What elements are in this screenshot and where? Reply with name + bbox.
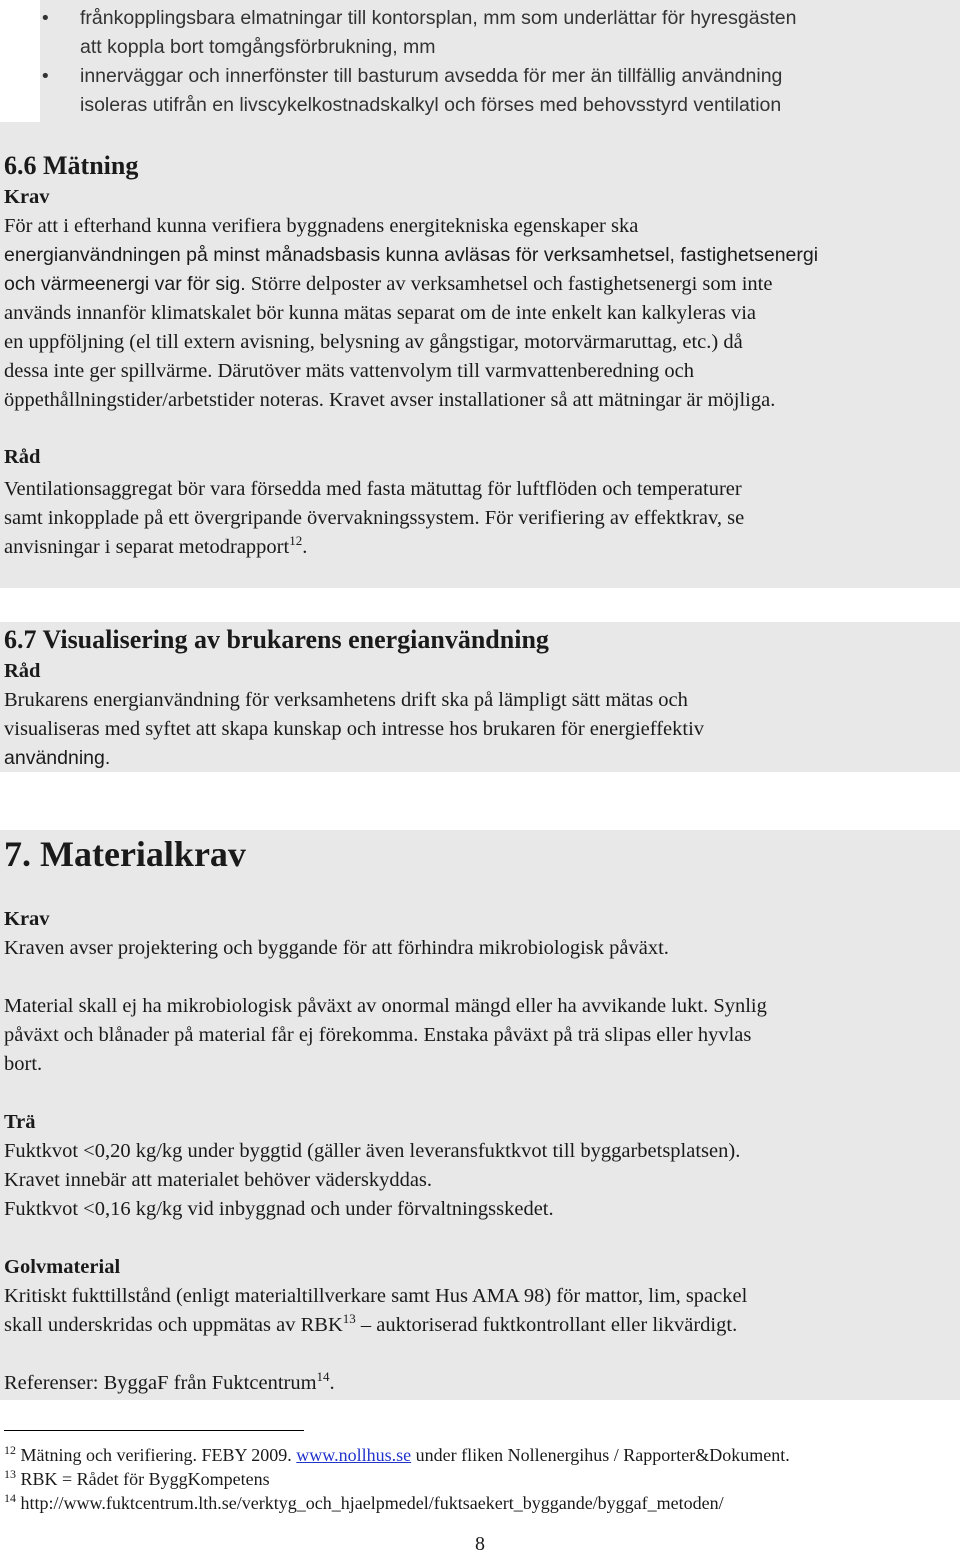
chapter-heading: 7. Materialkrav — [4, 834, 246, 874]
golvmaterial-label: Golvmaterial — [4, 1256, 121, 1278]
footnote: $^{14}$ http://www.fuktcentrum.lth.se/verktyg_och_hjaelpmedel/fuktsaekert_byggande/byggaf_metoden/ — [4, 1491, 724, 1513]
rad-label: Råd — [4, 660, 41, 682]
footnote-ref: 13 — [342, 1311, 356, 1326]
footnote: $^{12}$ Mätning och verifiering. FEBY 2009. www.nollhus.se under fliken Nollenergihus / Rapporter&Dokument. — [4, 1443, 790, 1465]
bullet-line: • frånkopplingsbara elmatningar till kontorsplan, mm som underlättar för hyresgästen — [80, 7, 797, 29]
paragraph-line: energianvändningen på minst månadsbasis kunna avläsas för verksamhetsel, fastighetsenergi — [4, 244, 819, 266]
paragraph-line: samt inkopplade på ett övergripande övervakningssystem. För verifiering av effektkrav, se — [4, 507, 745, 529]
bullet-line: • innerväggar och innerfönster till basturum avsedda för mer än tillfällig användning — [80, 65, 783, 87]
bullet-item — [40, 62, 960, 120]
page-number: 8 — [475, 1533, 485, 1555]
rad-label: Råd — [4, 446, 41, 468]
paragraph-line: en uppföljning (el till extern avisning, belysning av gångstigar, motorvärmaruttag, etc.) då — [4, 331, 743, 353]
paragraph-line: Fuktkvot <0,20 kg/kg under byggtid (gäller även leveransfuktkvot till byggarbetsplatsen). — [4, 1140, 741, 1162]
top-bullets-section — [40, 0, 960, 122]
krav-label: Krav — [4, 908, 50, 930]
bullet-item — [40, 4, 960, 62]
paragraph-line: används innanför klimatskalet bör kunna mätas separat om de inte enkelt kan kalkyleras via — [4, 302, 756, 324]
paragraph-line: skall underskridas och uppmätas av RBK$^{13}$ – auktoriserad fuktkontrollant eller likvärdigt. — [4, 1311, 738, 1336]
section-6-6 — [0, 122, 960, 588]
paragraph-line: dessa inte ger spillvärme. Därutöver mäts vattenvolym till varmvattenberedning och — [4, 360, 694, 382]
paragraph-line: Kraven avser projektering och byggande för att förhindra mikrobiologisk påväxt. — [4, 937, 669, 959]
tra-label: Trä — [4, 1111, 36, 1133]
bullet-line: att koppla bort tomgångsförbrukning, mm — [80, 36, 436, 58]
paragraph-line: anvisningar i separat metodrapport$^{12}$. — [4, 533, 308, 558]
paragraph-line: öppethållningstider/arbetstider noteras. Kravet avser installationer så att mätningar är möjliga. — [4, 389, 776, 411]
paragraph-line: Ventilationsaggregat bör vara försedda med fasta mätuttag för luftflöden och temperaturer — [4, 478, 742, 500]
paragraph-line: användning. — [4, 747, 111, 769]
footnotes — [4, 1443, 954, 1515]
references-line: Referenser: ByggaF från Fuktcentrum$^{14}$. — [4, 1369, 335, 1394]
bullet-list — [40, 4, 960, 120]
footnote: $^{13}$ RBK = Rådet för ByggKompetens — [4, 1467, 270, 1489]
paragraph-line: Brukarens energianvändning för verksamhetens drift ska på lämpligt sätt mätas och — [4, 689, 688, 711]
footnote-link[interactable]: www.nollhus.se — [296, 1445, 412, 1465]
section-6-7 — [0, 622, 960, 772]
footnote-ref: 12 — [289, 533, 303, 548]
paragraph-line: Fuktkvot <0,16 kg/kg vid inbyggnad och under förvaltningsskedet. — [4, 1198, 554, 1220]
section-heading: 6.7 Visualisering av brukarens energianvändning — [4, 625, 549, 654]
section-heading: 6.6 Mätning — [4, 151, 139, 180]
paragraph-line: Kravet innebär att materialet behöver väderskyddas. — [4, 1169, 433, 1191]
paragraph-line: bort. — [4, 1053, 43, 1075]
paragraph-line: och värmeenergi var för sig. Större delposter av verksamhetsel och fastighetsenergi som inte — [4, 273, 773, 295]
paragraph-line: Kritiskt fukttillstånd (enligt materialtillverkare samt Hus AMA 98) för mattor, lim, spackel — [4, 1285, 748, 1307]
paragraph-line: visualiseras med syftet att skapa kunskap och intresse hos brukaren för energieffektiv — [4, 718, 705, 740]
footnote-ref: 14 — [316, 1369, 330, 1384]
footnote-separator — [4, 1430, 304, 1431]
krav-label: Krav — [4, 186, 50, 208]
bullet-line: isoleras utifrån en livscykelkostnadskalkyl och förses med behovsstyrd ventilation — [80, 94, 782, 116]
section-7 — [0, 830, 960, 1400]
paragraph-line: För att i efterhand kunna verifiera byggnadens energitekniska egenskaper ska — [4, 215, 639, 237]
paragraph-line: påväxt och blånader på material får ej förekomma. Enstaka påväxt på trä slipas eller hyvlas — [4, 1024, 752, 1046]
paragraph-line: Material skall ej ha mikrobiologisk påväxt av onormal mängd eller ha avvikande lukt. Synlig — [4, 995, 767, 1017]
